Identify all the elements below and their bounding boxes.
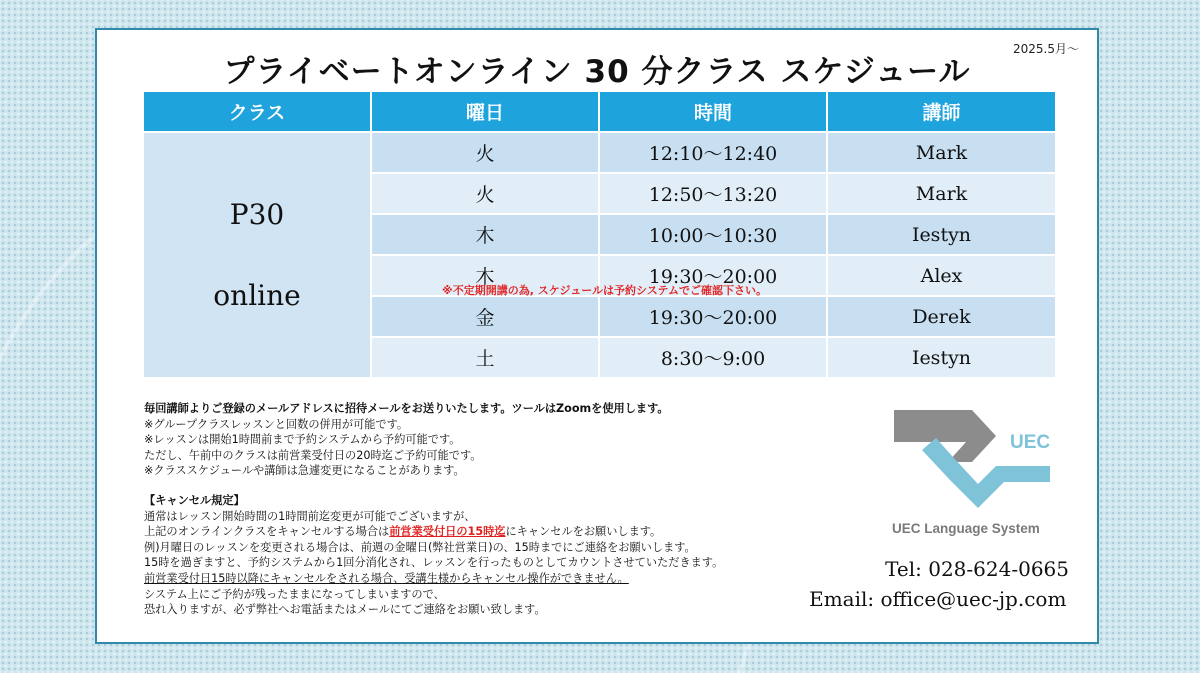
schedule-card — [95, 28, 1099, 644]
time-cell: 19:30～20:00 — [599, 255, 827, 296]
time-cell: 8:30～9:00 — [599, 337, 827, 377]
teacher-cell: Alex — [827, 255, 1055, 296]
notes-item: ただし、午前中のクラスは前営業受付日の20時迄ご予約可能です。 — [144, 448, 482, 462]
header-time: 時間 — [599, 92, 827, 132]
notes-item: ※レッスンは開始1時間前まで予約システムから予約可能です。 — [144, 433, 461, 447]
class-name-online: online — [213, 279, 301, 312]
table-header-row — [144, 92, 1055, 132]
cancel-policy-heading: 【キャンセル規定】 — [144, 493, 245, 507]
teacher-cell: Iestyn — [827, 337, 1055, 377]
time-cell: 12:50～13:20 — [599, 173, 827, 214]
contact-block — [809, 554, 1069, 614]
day-cell: 木 — [371, 255, 599, 296]
header-class: クラス — [144, 92, 371, 132]
day-cell: 火 — [371, 132, 599, 173]
teacher-cell: Mark — [827, 173, 1055, 214]
cancel-policy-line: 通常はレッスン開始時間の1時間前迄変更が可能でございますが、 — [144, 509, 476, 523]
day-cell: 金 — [371, 296, 599, 337]
time-cell: 10:00～10:30 — [599, 214, 827, 255]
header-teacher: 講師 — [827, 92, 1055, 132]
notes-item: ※クラススケジュールや講師は急遽変更になることがあります。 — [144, 464, 465, 478]
day-cell: 火 — [371, 173, 599, 214]
notes-item: ※グループクラスレッスンと回数の併用が可能です。 — [144, 417, 409, 431]
notes-intro: 毎回講師よりご登録のメールアドレスに招待メールをお送りいたします。ツールはZoomを使用します。 — [144, 402, 669, 415]
notes-block — [144, 401, 844, 618]
contact-email: Email: office@uec-jp.com — [809, 587, 1067, 611]
cancel-policy-line: 恐れ入りますが、必ず弊社へお電話またはメールにてご連絡をお願い致します。 — [144, 603, 546, 617]
cancel-policy-line: 上記のオンラインクラスをキャンセルする場合は前営業受付日の15時迄にキャンセルをお願いします。 — [144, 525, 662, 539]
teacher-cell: Iestyn — [827, 214, 1055, 255]
cancel-policy-line: システム上にご予約が残ったままになってしまいますので、 — [144, 587, 445, 601]
cancel-policy-line: 前営業受付日15時以降にキャンセルをされる場合、受講生様からキャンセル操作ができません。 — [144, 571, 629, 585]
schedule-warning-note: ※不定期開講の為, スケジュールは予約システムでご確認下さい。 — [442, 284, 767, 297]
contact-tel: Tel: 028-624-0665 — [885, 557, 1069, 581]
teacher-cell: Mark — [827, 132, 1055, 173]
class-name-cell — [144, 132, 371, 377]
day-cell: 土 — [371, 337, 599, 377]
effective-date: 2025.5月～ — [1013, 42, 1079, 56]
time-cell: 12:10～12:40 — [599, 132, 827, 173]
cancel-deadline-highlight: 前営業受付日の15時迄 — [389, 525, 506, 539]
page-title: プライベートオンライン 30 分クラス スケジュール — [223, 54, 971, 90]
table-row — [144, 132, 1055, 173]
schedule-table — [144, 92, 1055, 377]
class-name-p30: P30 — [229, 198, 285, 231]
header-day: 曜日 — [371, 92, 599, 132]
cancel-policy-line: 例)月曜日のレッスンを変更される場合は、前週の金曜日(弊社営業日)の、15時までにご連絡をお願いします。 — [144, 540, 696, 554]
time-cell: 19:30～20:00 — [599, 296, 827, 337]
day-cell: 木 — [371, 214, 599, 255]
logo-mark-text: UEC — [1010, 432, 1051, 453]
teacher-cell: Derek — [827, 296, 1055, 337]
cancel-policy-line: 15時を過ぎますと、予約システムから1回分消化され、レッスンを行ったものとしてカウントさせていただきます。 — [144, 556, 724, 570]
uec-logo — [892, 408, 1062, 548]
logo-caption: UEC Language System — [892, 521, 1040, 536]
